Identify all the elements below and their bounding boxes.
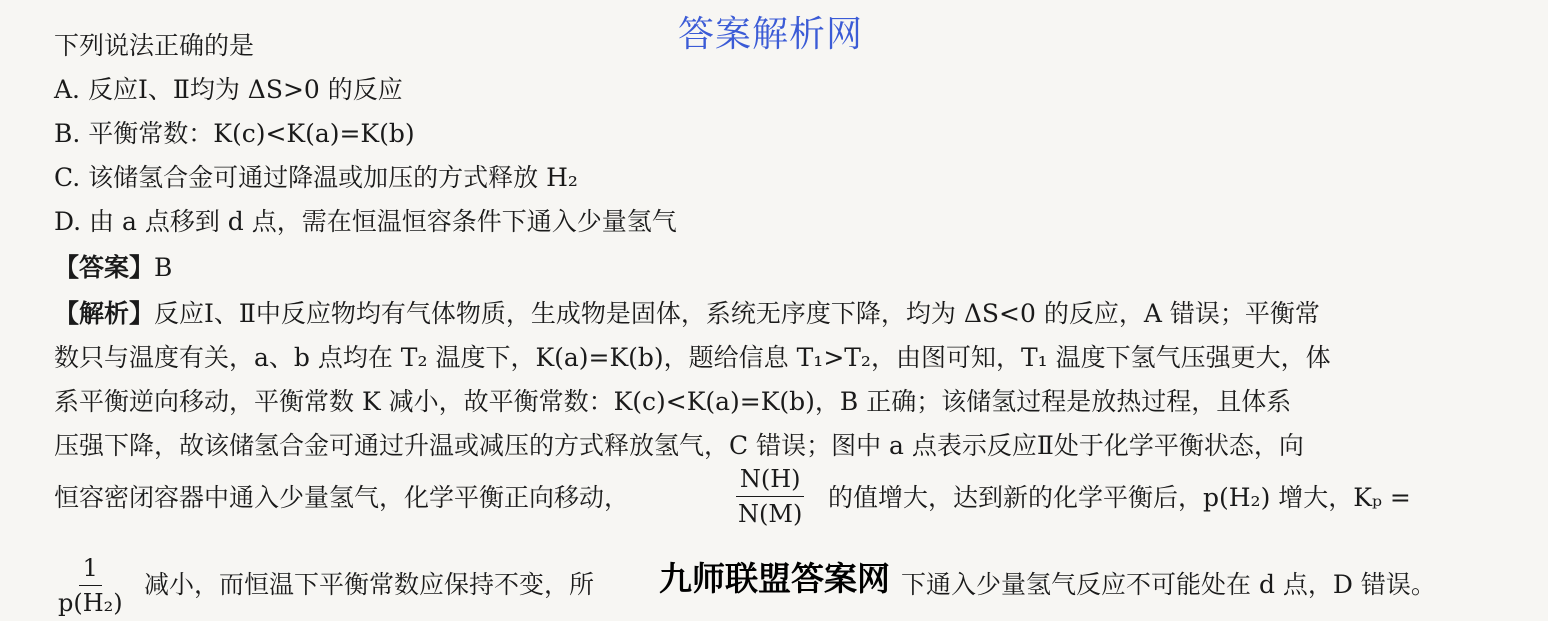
fraction-nh-nm-numerator: N(H) xyxy=(736,464,805,497)
fraction-nh-nm xyxy=(734,464,806,529)
analysis-line-4: 压强下降，故该储氢合金可通过升温或减压的方式释放氢气，C 错误；图中 a 点表示反应Ⅱ处于化学平衡状态，向 xyxy=(54,431,1304,460)
analysis-line-5-post: 的值增大，达到新的化学平衡后，p(H₂) 增大，Kₚ = xyxy=(828,483,1411,512)
option-b: B. 平衡常数：K(c)<K(a)=K(b) xyxy=(54,119,415,148)
fraction-nh-nm-denominator: N(M) xyxy=(738,500,803,528)
analysis-line-2: 数只与温度有关，a、b 点均在 T₂ 温度下，K(a)=K(b)，题给信息 T₁>T₂，由图可知，T₁ 温度下氢气压强更大，体 xyxy=(54,343,1331,372)
analysis-text-1: 反应Ⅰ、Ⅱ中反应物均有气体物质，生成物是固体，系统无序度下降，均为 ΔS<0 的反应，A 错误；平衡常 xyxy=(154,299,1320,328)
question-stem: 下列说法正确的是 xyxy=(54,31,255,60)
watermark-top: 答案解析网 xyxy=(678,14,864,55)
fraction-one-over-p-denominator: p(H₂) xyxy=(58,589,123,617)
answer-label: 【答案】 xyxy=(54,253,155,282)
option-a: A. 反应Ⅰ、Ⅱ均为 ΔS>0 的反应 xyxy=(54,75,403,104)
analysis-line-5-pre: 恒容密闭容器中通入少量氢气，化学平衡正向移动， xyxy=(54,483,630,512)
answer-line xyxy=(54,248,172,284)
fraction-one-over-p xyxy=(54,553,127,618)
analysis-line-1 xyxy=(54,294,1320,330)
fraction-one-over-p-numerator: 1 xyxy=(79,553,102,586)
answer-value: B xyxy=(154,253,173,282)
analysis-label: 【解析】 xyxy=(54,299,155,328)
analysis-line-6-pre: 减小，而恒温下平衡常数应保持不变，所 xyxy=(144,570,595,599)
analysis-line-6-post: 下通入少量氢气反应不可能处在 d 点，D 错误。 xyxy=(901,570,1436,599)
analysis-line-3: 系平衡逆向移动，平衡常数 K 减小，故平衡常数：K(c)<K(a)=K(b)，B 正确；该储氢过程是放热过程，且体系 xyxy=(54,387,1292,416)
watermark-bottom: 九师联盟答案网 xyxy=(657,553,892,600)
option-d: D. 由 a 点移到 d 点，需在恒温恒容条件下通入少量氢气 xyxy=(54,207,677,236)
option-c: C. 该储氢合金可通过降温或加压的方式释放 H₂ xyxy=(54,163,578,192)
